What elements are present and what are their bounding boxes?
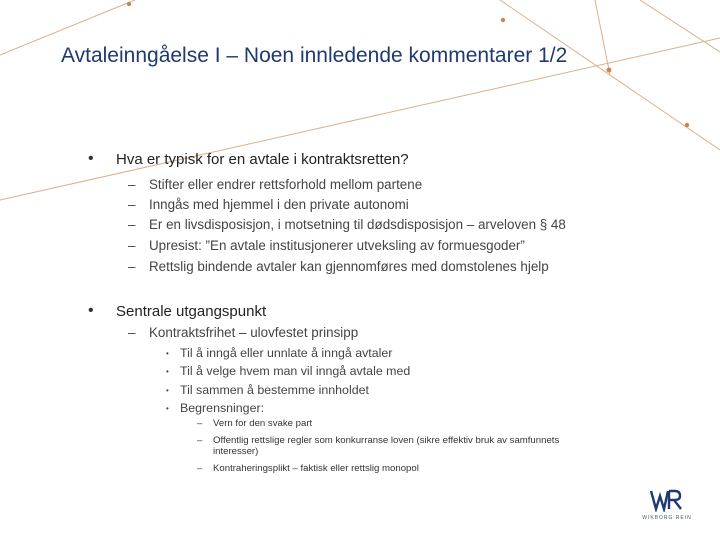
accent-dot bbox=[127, 2, 131, 6]
bullet-icon: • bbox=[166, 404, 169, 413]
list-item: Rettslig bindende avtaler kan gjennomføres med domstolenes hjelp bbox=[149, 259, 549, 274]
list-item: Til å velge hvem man vil inngå avtale med bbox=[180, 364, 411, 378]
sub-heading: Kontraktsfrihet – ulovfestet prinsipp bbox=[149, 325, 359, 340]
logo-mark-icon bbox=[650, 488, 682, 512]
dash-icon: – bbox=[128, 238, 136, 253]
bullet-icon: • bbox=[88, 302, 94, 319]
dash-icon: – bbox=[128, 325, 136, 340]
dash-icon: – bbox=[197, 435, 203, 446]
list-item: Er en livsdisposisjon, i motsetning til dødsdisposisjon – arveloven § 48 bbox=[149, 217, 566, 232]
list-item: Begrensninger: bbox=[180, 401, 265, 415]
list-item: Til sammen å bestemme innholdet bbox=[180, 383, 369, 397]
list-item: Stifter eller endrer rettsforhold mellom partene bbox=[149, 177, 423, 192]
bullet-icon: • bbox=[166, 349, 169, 358]
dash-icon: – bbox=[197, 463, 203, 474]
list-item: Offentlig rettslige regler som konkurranse loven (sikre effektiv bruk av samfunnets bbox=[213, 435, 560, 446]
company-logo bbox=[636, 488, 696, 528]
list-item: Upresist: ”En avtale institusjonerer utveksling av formuesgoder” bbox=[149, 238, 525, 253]
accent-dot bbox=[685, 123, 689, 127]
dash-icon: – bbox=[128, 217, 136, 232]
list-item: Til å inngå eller unnlate å inngå avtaler bbox=[180, 346, 393, 360]
list-item-continuation: interesser) bbox=[213, 446, 259, 457]
bullet-icon: • bbox=[88, 150, 94, 167]
dash-icon: – bbox=[197, 418, 203, 429]
section-heading: Hva er typisk for en avtale i kontraktsretten? bbox=[116, 151, 409, 168]
logo-text: WIKBORG REIN bbox=[642, 515, 692, 521]
list-item: Kontraheringsplikt – faktisk eller rettslig monopol bbox=[213, 463, 419, 474]
bullet-icon: • bbox=[166, 367, 169, 376]
bullet-icon: • bbox=[166, 386, 169, 395]
slide-title: Avtaleinngåelse I – Noen innledende kommentarer 1/2 bbox=[61, 44, 568, 67]
section-heading: Sentrale utgangspunkt bbox=[116, 303, 267, 320]
list-item: Inngås med hjemmel i den private autonomi bbox=[149, 197, 409, 212]
dash-icon: – bbox=[128, 177, 136, 192]
dash-icon: – bbox=[128, 197, 136, 212]
accent-dot bbox=[607, 68, 612, 73]
list-item: Vern for den svake part bbox=[213, 418, 313, 429]
dash-icon: – bbox=[128, 259, 136, 274]
accent-dot bbox=[501, 18, 505, 22]
